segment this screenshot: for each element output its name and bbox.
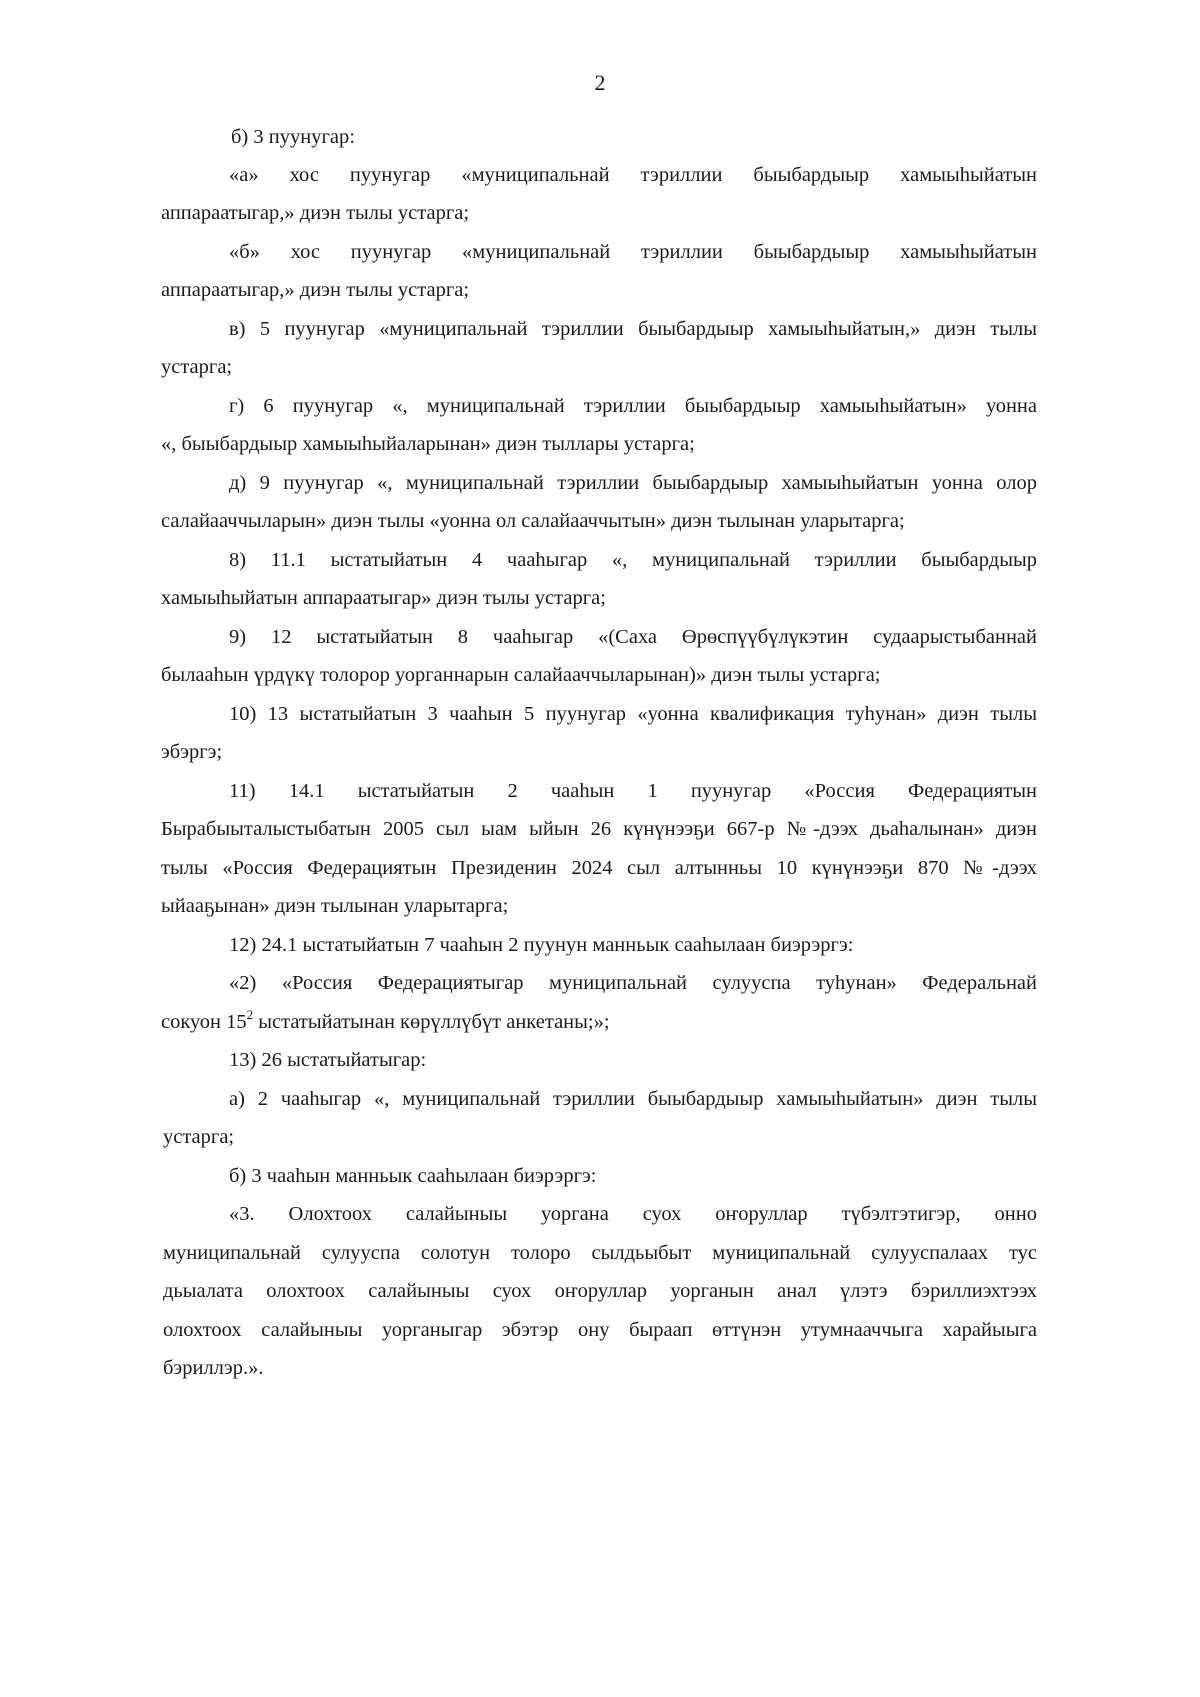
text-line: 13) 26 ыстатыйатыгар: [229, 1049, 427, 1071]
line-text-tail: ыстатыйатынан көрүллүбүт анкетаны;»; [253, 1011, 610, 1033]
text-line: устарга; [161, 356, 233, 378]
text-line: былааhын үрдүкү толорор уорганнарын салайааччыларынан)» диэн тылы устарга; [161, 664, 881, 686]
text-line: в) 5 пуунугар «муниципальнай тэриллии быыбардыыр хамыыhыйатын,» диэн тылы [229, 318, 1037, 340]
text-line: д) 9 пуунугар «, муниципальнай тэриллии быыбардыыр хамыыhыйатын уонна олор [229, 472, 1037, 494]
text-line: а) 2 чааhыгар «, муниципальнай тэриллии быыбардыыр хамыыhыйатын» диэн тылы [229, 1088, 1037, 1110]
text-line: 12) 24.1 ыстатыйатын 7 чааhын 2 пуунун манньык сааhылаан биэрэргэ: [229, 934, 854, 956]
text-line: Бырабыыталыстыбатын 2005 сыл ыам ыйын 26 күнүнээҕи 667-р №-дээх дьаhалынан» диэн [161, 818, 1037, 840]
text-line: бэриллэр.». [163, 1357, 264, 1379]
text-line: тылы «Россия Федерациятын Президенин 2024 сыл алтынньы 10 күнүнээҕи 870 №-дээх [161, 857, 1037, 879]
text-line: эбэргэ; [161, 741, 223, 763]
text-line: б) 3 пуунугар: [231, 126, 355, 148]
text-line: 11) 14.1 ыстатыйатын 2 чааhын 1 пуунугар «Россия Федерациятын [229, 780, 1037, 802]
text-line: «3. Олохтоох салайыныы уоргана суох оҥоруллар түбэлтэтигэр, онно [229, 1203, 1037, 1225]
text-line: муниципальнай сулууспа солотун толоро сылдьыбыт муниципальнай сулууспалаах тус [163, 1242, 1037, 1264]
line-text: сокуон 15 [161, 1011, 247, 1033]
text-line: 8) 11.1 ыстатыйатын 4 чааhыгар «, муниципальнай тэриллии быыбардыыр [229, 549, 1037, 571]
text-line: «а» хос пуунугар «муниципальнай тэриллии быыбардыыр хамыыhыйатын [229, 164, 1037, 186]
text-line: салайааччыларын» диэн тылы «уонна ол салайааччытын» диэн тылынан уларытарга; [161, 510, 905, 532]
text-line [161, 1007, 610, 1034]
text-line: ыйааҕынан» диэн тылынан уларытарга; [161, 895, 509, 917]
text-line: устарга; [163, 1126, 235, 1148]
superscript: 2 [246, 1007, 254, 1023]
text-line: б) 3 чааhын манньык сааhылаан биэрэргэ: [229, 1165, 597, 1187]
text-line: 10) 13 ыстатыйатын 3 чааhын 5 пуунугар «уонна квалификация туhунан» диэн тылы [229, 703, 1037, 725]
text-line: г) 6 пуунугар «, муниципальнай тэриллии быыбардыыр хамыыhыйатын» уонна [229, 395, 1037, 417]
text-line: «2) «Россия Федерациятыгар муниципальнай сулууспа туhунан» Федеральнай [229, 972, 1037, 994]
text-line: аппараатыгар,» диэн тылы устарга; [161, 202, 470, 224]
text-line: олохтоох салайыныы уорганыгар эбэтэр ону быраап өттүнэн утумнааччыга харайыыга [163, 1319, 1037, 1341]
text-line: аппараатыгар,» диэн тылы устарга; [161, 279, 470, 301]
text-line: хамыыhыйатын аппараатыгар» диэн тылы устарга; [161, 587, 606, 609]
page-number: 2 [594, 70, 606, 95]
text-line: «б» хос пуунугар «муниципальнай тэриллии быыбардыыр хамыыhыйатын [229, 241, 1037, 263]
text-line: «, быыбардыыр хамыыhыйаларынан» диэн тыллары устарга; [161, 433, 695, 455]
text-line: 9) 12 ыстатыйатын 8 чааhыгар «(Саха Өрөспүүбүлүкэтин судаарыстыбаннай [229, 626, 1037, 648]
text-line: дьыалата олохтоох салайыныы суох оҥоруллар уорганын анал үлэтэ бэриллиэхтээх [163, 1280, 1037, 1302]
